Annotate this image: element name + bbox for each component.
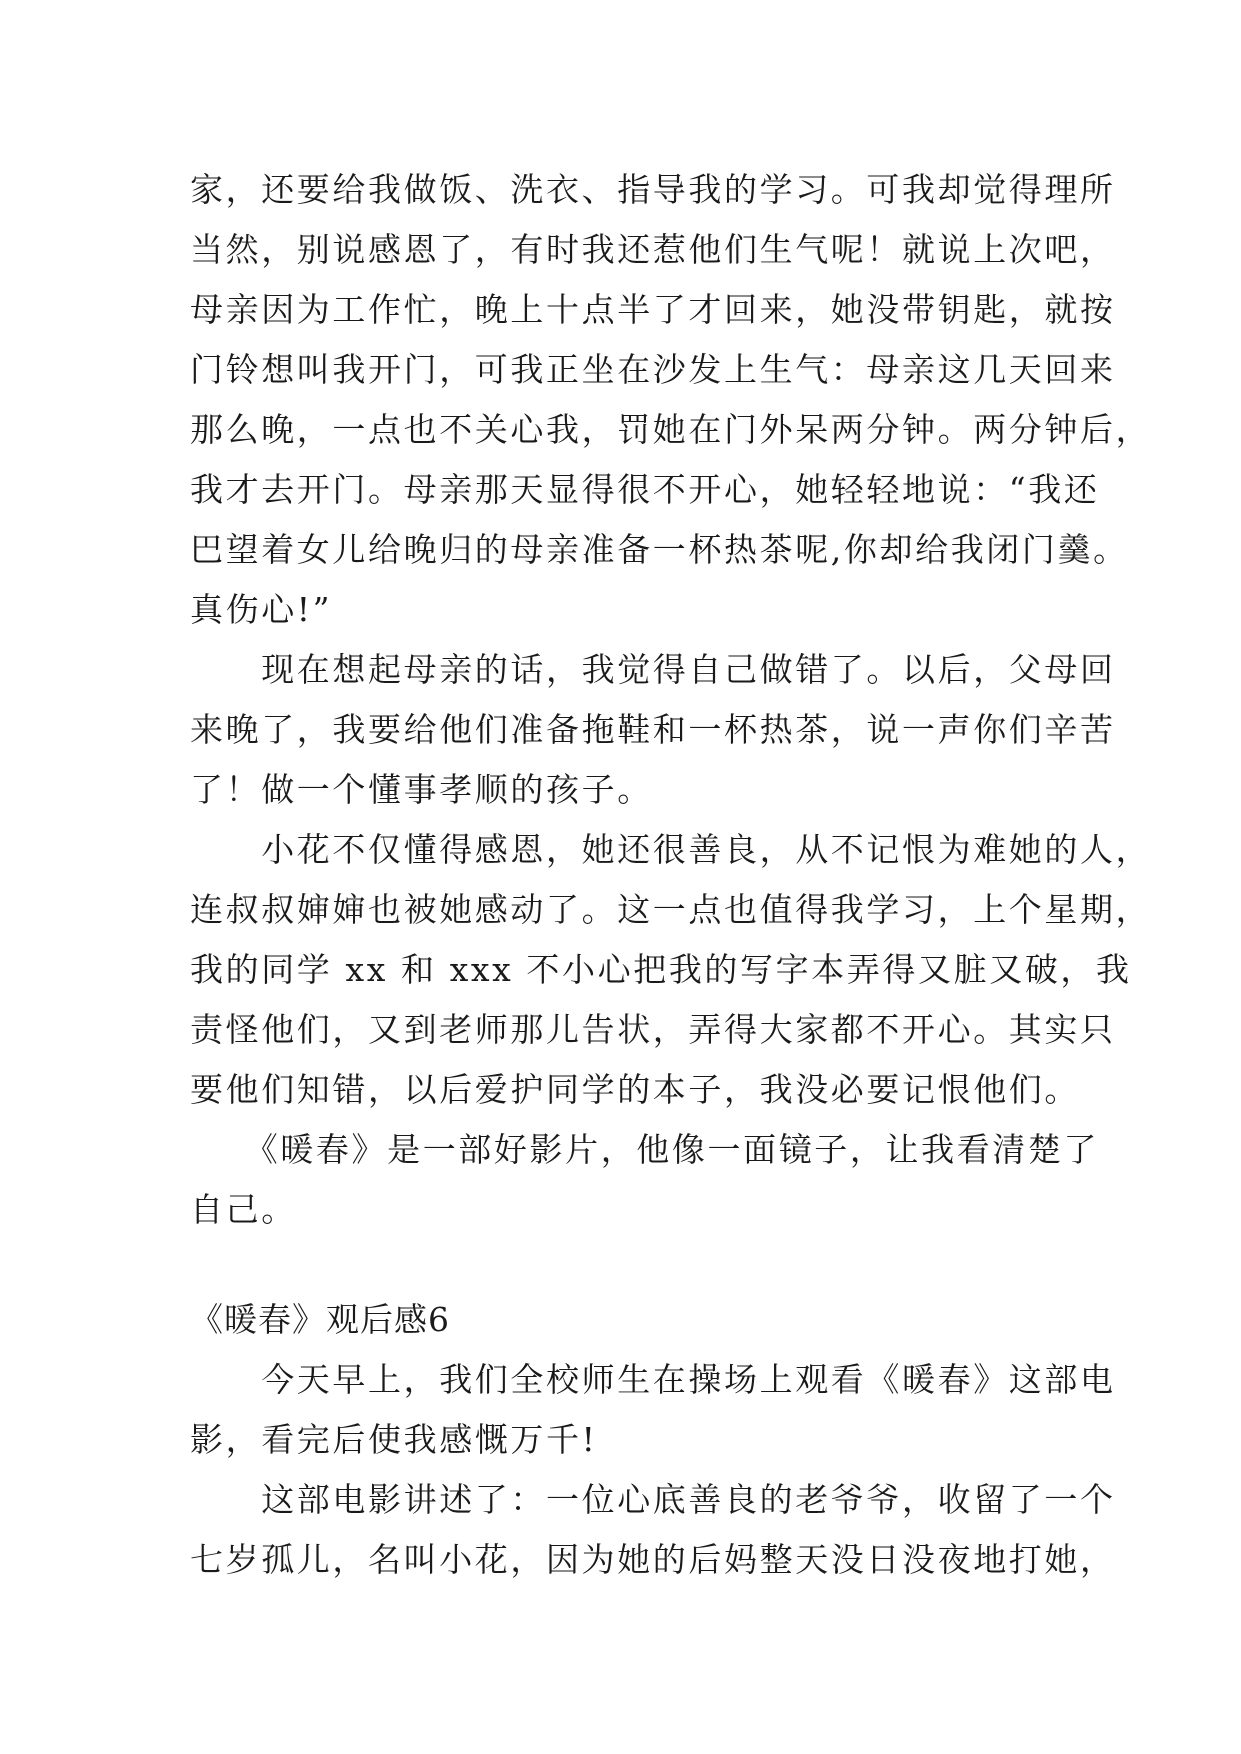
text-line: 小花不仅懂得感恩，她还很善良，从不记恨为难她的人， <box>190 830 1152 869</box>
section-heading: 《暖春》观后感6 <box>190 1300 450 1339</box>
document-body <box>190 160 1152 1590</box>
text-line: 了！做一个懂事孝顺的孩子。 <box>190 770 653 809</box>
text-line: 责怪他们，又到老师那儿告状，弄得大家都不开心。其实只 <box>190 1010 1116 1049</box>
text-line: 连叔叔婶婶也被她感动了。这一点也值得我学习，上个星期， <box>190 890 1152 929</box>
text-line: 影，看完后使我感慨万千! <box>190 1420 598 1459</box>
text-line: 今天早上，我们全校师生在操场上观看《暖春》这部电 <box>190 1360 1116 1399</box>
text-line: 母亲因为工作忙，晚上十点半了才回来，她没带钥匙，就按 <box>190 290 1116 329</box>
text-line: 《暖春》是一部好影片，他像一面镜子，让我看清楚了 <box>190 1130 1100 1169</box>
text-line: 我才去开门。母亲那天显得很不开心，她轻轻地说：“我还 <box>190 470 1100 509</box>
text-line: 真伤心!” <box>190 590 333 629</box>
text-line: 我的同学 xx 和 xxx 不小心把我的写字本弄得又脏又破，我 <box>190 950 1132 989</box>
text-line: 要他们知错，以后爱护同学的本子，我没必要记恨他们。 <box>190 1070 1080 1109</box>
text-line: 巴望着女儿给晚归的母亲准备一杯热茶呢,你却给我闭门羹。 <box>190 530 1129 569</box>
section-spacer <box>190 1240 1050 1290</box>
text-line: 那么晚，一点也不关心我，罚她在门外呆两分钟。两分钟后， <box>190 410 1152 449</box>
text-line: 这部电影讲述了：一位心底善良的老爷爷，收留了一个 <box>190 1480 1116 1519</box>
text-line: 门铃想叫我开门，可我正坐在沙发上生气：母亲这几天回来 <box>190 350 1116 389</box>
text-line: 现在想起母亲的话，我觉得自己做错了。以后，父母回 <box>190 650 1116 689</box>
text-line: 当然，别说感恩了，有时我还惹他们生气呢！就说上次吧， <box>190 230 1116 269</box>
text-line: 七岁孤儿，名叫小花，因为她的后妈整天没日没夜地打她， <box>190 1540 1116 1579</box>
text-line: 家，还要给我做饭、洗衣、指导我的学习。可我却觉得理所 <box>190 170 1116 209</box>
text-line: 来晚了，我要给他们准备拖鞋和一杯热茶，说一声你们辛苦 <box>190 710 1116 749</box>
text-line: 自己。 <box>190 1190 297 1229</box>
